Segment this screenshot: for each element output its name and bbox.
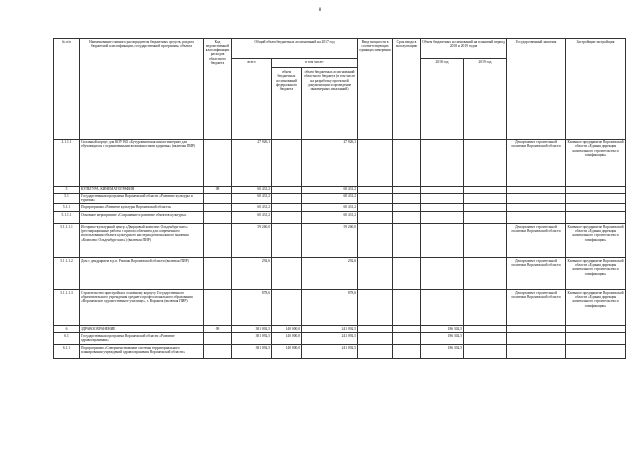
cell-federal: 140 000,0 <box>272 333 302 345</box>
cell-federal <box>272 212 302 224</box>
table-row <box>54 186 626 193</box>
cell-deadline <box>393 193 421 204</box>
cell-name: Подпрограмма «Развитие культуры Воронежской области» <box>80 204 204 212</box>
cell-code <box>204 204 232 212</box>
cell-y2018 <box>421 290 464 326</box>
cell-deadline <box>393 333 421 345</box>
cell-customer <box>507 333 566 345</box>
cell-num: 5 <box>54 186 80 193</box>
table-row <box>54 345 626 359</box>
cell-y2018 <box>421 212 464 224</box>
cell-regional: 60 431,2 <box>302 204 358 212</box>
cell-y2019 <box>464 333 507 345</box>
col-including-header: в том числе: <box>272 59 358 68</box>
cell-total: 381 092,5 <box>232 333 272 345</box>
cell-federal <box>272 258 302 290</box>
cell-y2018 <box>421 193 464 204</box>
cell-total: 59 260,0 <box>232 224 272 258</box>
cell-y2019 <box>464 186 507 193</box>
cell-y2019 <box>464 212 507 224</box>
cell-capacity <box>358 139 393 186</box>
cell-customer: Департамент строительной политики Воронежской области <box>507 258 566 290</box>
cell-code <box>204 258 232 290</box>
cell-regional: 878,6 <box>302 290 358 326</box>
cell-federal <box>272 224 302 258</box>
cell-y2018: 186 302,5 <box>421 326 464 333</box>
cell-num: 6.1.1 <box>54 345 80 359</box>
cell-total: 292,6 <box>232 258 272 290</box>
cell-num: 2.1.1.1 <box>54 139 80 186</box>
cell-total: 60 431,2 <box>232 193 272 204</box>
cell-name: Подпрограмма «Совершенствование системы территориального планирования учреждений здравоохранения Воронежской области» <box>80 345 204 359</box>
cell-capacity <box>358 290 393 326</box>
cell-capacity <box>358 224 393 258</box>
table-row <box>54 139 626 186</box>
table-row <box>54 204 626 212</box>
cell-developer: Казенное предприятие Воронежской области «Единая дирекция капитального строительства и газификации» <box>566 139 626 186</box>
col-planned-header: Объем бюджетных ассигнований на плановый период 2018 и 2019 годов <box>421 39 507 59</box>
cell-y2019 <box>464 258 507 290</box>
cell-developer: Казенное предприятие Воронежской области «Единая дирекция капитального строительства и газификации» <box>566 290 626 326</box>
cell-developer <box>566 326 626 333</box>
cell-capacity <box>358 186 393 193</box>
cell-customer <box>507 193 566 204</box>
table-row <box>54 333 626 345</box>
cell-capacity <box>358 258 393 290</box>
cell-name: Государственная программа Воронежской области «Развитие здравоохранения» <box>80 333 204 345</box>
cell-deadline <box>393 204 421 212</box>
cell-regional: 241 092,5 <box>302 345 358 359</box>
cell-customer <box>507 204 566 212</box>
cell-total: 878,6 <box>232 290 272 326</box>
cell-federal <box>272 290 302 326</box>
cell-capacity <box>358 212 393 224</box>
cell-num: 5.1.1.1.3 <box>54 290 80 326</box>
cell-regional: 60 431,2 <box>302 212 358 224</box>
cell-y2018 <box>421 186 464 193</box>
cell-deadline <box>393 345 421 359</box>
cell-y2019 <box>464 224 507 258</box>
cell-regional: 241 092,5 <box>302 326 358 333</box>
cell-total: 27 926,1 <box>232 139 272 186</box>
cell-num: 5.1.1.1.1 <box>54 224 80 258</box>
cell-developer <box>566 204 626 212</box>
col-2018-header: 2018 год <box>421 59 464 140</box>
cell-developer: Казенное предприятие Воронежской области «Единая дирекция капитального строительства и газификации» <box>566 258 626 290</box>
col-customer-header: Государственный заказчик <box>507 39 566 140</box>
cell-code: 08 <box>204 186 232 193</box>
cell-y2018: 186 302,5 <box>421 345 464 359</box>
cell-regional: 60 431,2 <box>302 193 358 204</box>
cell-y2019 <box>464 193 507 204</box>
cell-name: Спальный корпус для КОУ ВО «Бутурлиновская школа-интернат для обучающихся с ограниченными возможностями здоровья» (включая ПИР) <box>80 139 204 186</box>
cell-deadline <box>393 186 421 193</box>
cell-federal <box>272 204 302 212</box>
table-row <box>54 224 626 258</box>
cell-y2018: 186 302,5 <box>421 333 464 345</box>
cell-num: 5.1 <box>54 193 80 204</box>
cell-customer <box>507 186 566 193</box>
cell-customer: Департамент строительной политики Воронежской области <box>507 224 566 258</box>
cell-total: 60 431,2 <box>232 204 272 212</box>
col-name-header: Наименование главного распорядителя бюджетных средств, раздела бюджетной классификации, государственной программы, объекта <box>80 39 204 140</box>
investment-table <box>53 38 626 359</box>
cell-customer <box>507 212 566 224</box>
cell-developer: Казенное предприятие Воронежской области «Единая дирекция капитального строительства и газификации» <box>566 224 626 258</box>
cell-developer <box>566 186 626 193</box>
cell-capacity <box>358 345 393 359</box>
cell-customer <box>507 345 566 359</box>
col-total-header: всего <box>232 59 272 140</box>
cell-developer <box>566 193 626 204</box>
cell-y2018 <box>421 224 464 258</box>
cell-y2019 <box>464 139 507 186</box>
cell-name: Основное мероприятие «Сохранение и развитие объектов культуры» <box>80 212 204 224</box>
cell-code <box>204 193 232 204</box>
cell-customer <box>507 326 566 333</box>
cell-y2019 <box>464 345 507 359</box>
col-capacity-header: Ввод мощности в соответствующих единицах измерения <box>358 39 393 140</box>
cell-federal <box>272 186 302 193</box>
cell-deadline <box>393 224 421 258</box>
cell-num: 6 <box>54 326 80 333</box>
col-2019-header: 2019 год <box>464 59 507 140</box>
cell-regional: 241 092,5 <box>302 333 358 345</box>
cell-customer: Департамент строительной политики Воронежской области <box>507 139 566 186</box>
cell-code <box>204 224 232 258</box>
cell-y2019 <box>464 326 507 333</box>
col-federal-header: объем бюджетных ассигнований федерального бюджета <box>272 68 302 140</box>
cell-name: КУЛЬТУРА, КИНЕМАТОГРАФИЯ <box>80 186 204 193</box>
cell-capacity <box>358 326 393 333</box>
cell-code <box>204 212 232 224</box>
cell-total: 381 092,5 <box>232 345 272 359</box>
page-number: 8 <box>318 8 322 13</box>
cell-deadline <box>393 139 421 186</box>
cell-regional: 59 260,0 <box>302 224 358 258</box>
cell-regional: 60 431,2 <box>302 186 358 193</box>
cell-name: Государственная программа Воронежской области «Развитие культуры и туризма» <box>80 193 204 204</box>
table-row <box>54 290 626 326</box>
table-row <box>54 212 626 224</box>
cell-code <box>204 290 232 326</box>
cell-y2019 <box>464 290 507 326</box>
cell-regional: 292,6 <box>302 258 358 290</box>
cell-deadline <box>393 258 421 290</box>
col-code-header: Код ведомственной классификации расходов областного бюджета <box>204 39 232 140</box>
cell-code <box>204 333 232 345</box>
cell-federal <box>272 139 302 186</box>
cell-name: Строительство пристройки к основному корпусу Государственного образовательного учреждения среднего профессионального образования «Воронежское художественное училище», г. Воронеж (включая ПИР) <box>80 290 204 326</box>
cell-capacity <box>358 333 393 345</box>
cell-name: Дом с дендрарием в р.п. Рамонь Воронежской области (включая ПИР) <box>80 258 204 290</box>
col-deadline-header: Срок ввода в эксплуатацию <box>393 39 421 140</box>
cell-code <box>204 345 232 359</box>
cell-code <box>204 139 232 186</box>
cell-num: 6.1 <box>54 333 80 345</box>
cell-name: ЗДРАВООХРАНЕНИЕ <box>80 326 204 333</box>
cell-num: 5.1.1.1 <box>54 212 80 224</box>
cell-y2019 <box>464 204 507 212</box>
cell-total: 381 092,5 <box>232 326 272 333</box>
cell-capacity <box>358 204 393 212</box>
cell-deadline <box>393 212 421 224</box>
cell-developer <box>566 345 626 359</box>
cell-name: Историко-культурный центр «Дворцовый комплекс Ольденбургских» (реставрационные работы с приспособлением для современного использования объекта культурного наследия регионального значения «Комплекс Ольденбургских») (включая ПИР) <box>80 224 204 258</box>
cell-federal <box>272 193 302 204</box>
col-developer-header: Застройщик-застройщик <box>566 39 626 140</box>
cell-federal: 140 000,0 <box>272 326 302 333</box>
cell-developer <box>566 333 626 345</box>
table-row <box>54 193 626 204</box>
cell-y2018 <box>421 258 464 290</box>
cell-num: 5.1.1.1.2 <box>54 258 80 290</box>
cell-total: 60 431,2 <box>232 186 272 193</box>
cell-regional: 27 926,1 <box>302 139 358 186</box>
cell-num: 5.1.1 <box>54 204 80 212</box>
cell-customer: Департамент строительной политики Воронежской области <box>507 290 566 326</box>
cell-deadline <box>393 290 421 326</box>
cell-y2018 <box>421 139 464 186</box>
cell-capacity <box>358 193 393 204</box>
cell-developer <box>566 212 626 224</box>
cell-deadline <box>393 326 421 333</box>
cell-total: 60 431,2 <box>232 212 272 224</box>
table-row <box>54 258 626 290</box>
cell-code: 09 <box>204 326 232 333</box>
col-total2017-header: Общий объем бюджетных ассигнований на 2017 год <box>232 39 358 59</box>
col-regional-header: объем бюджетных ассигнований областного бюджета (в том числе на разработку проектной документации и проведение инженерных изысканий) <box>302 68 358 140</box>
col-num-header: № п/п <box>54 39 80 140</box>
table-row <box>54 326 626 333</box>
cell-y2018 <box>421 204 464 212</box>
cell-federal: 140 000,0 <box>272 345 302 359</box>
